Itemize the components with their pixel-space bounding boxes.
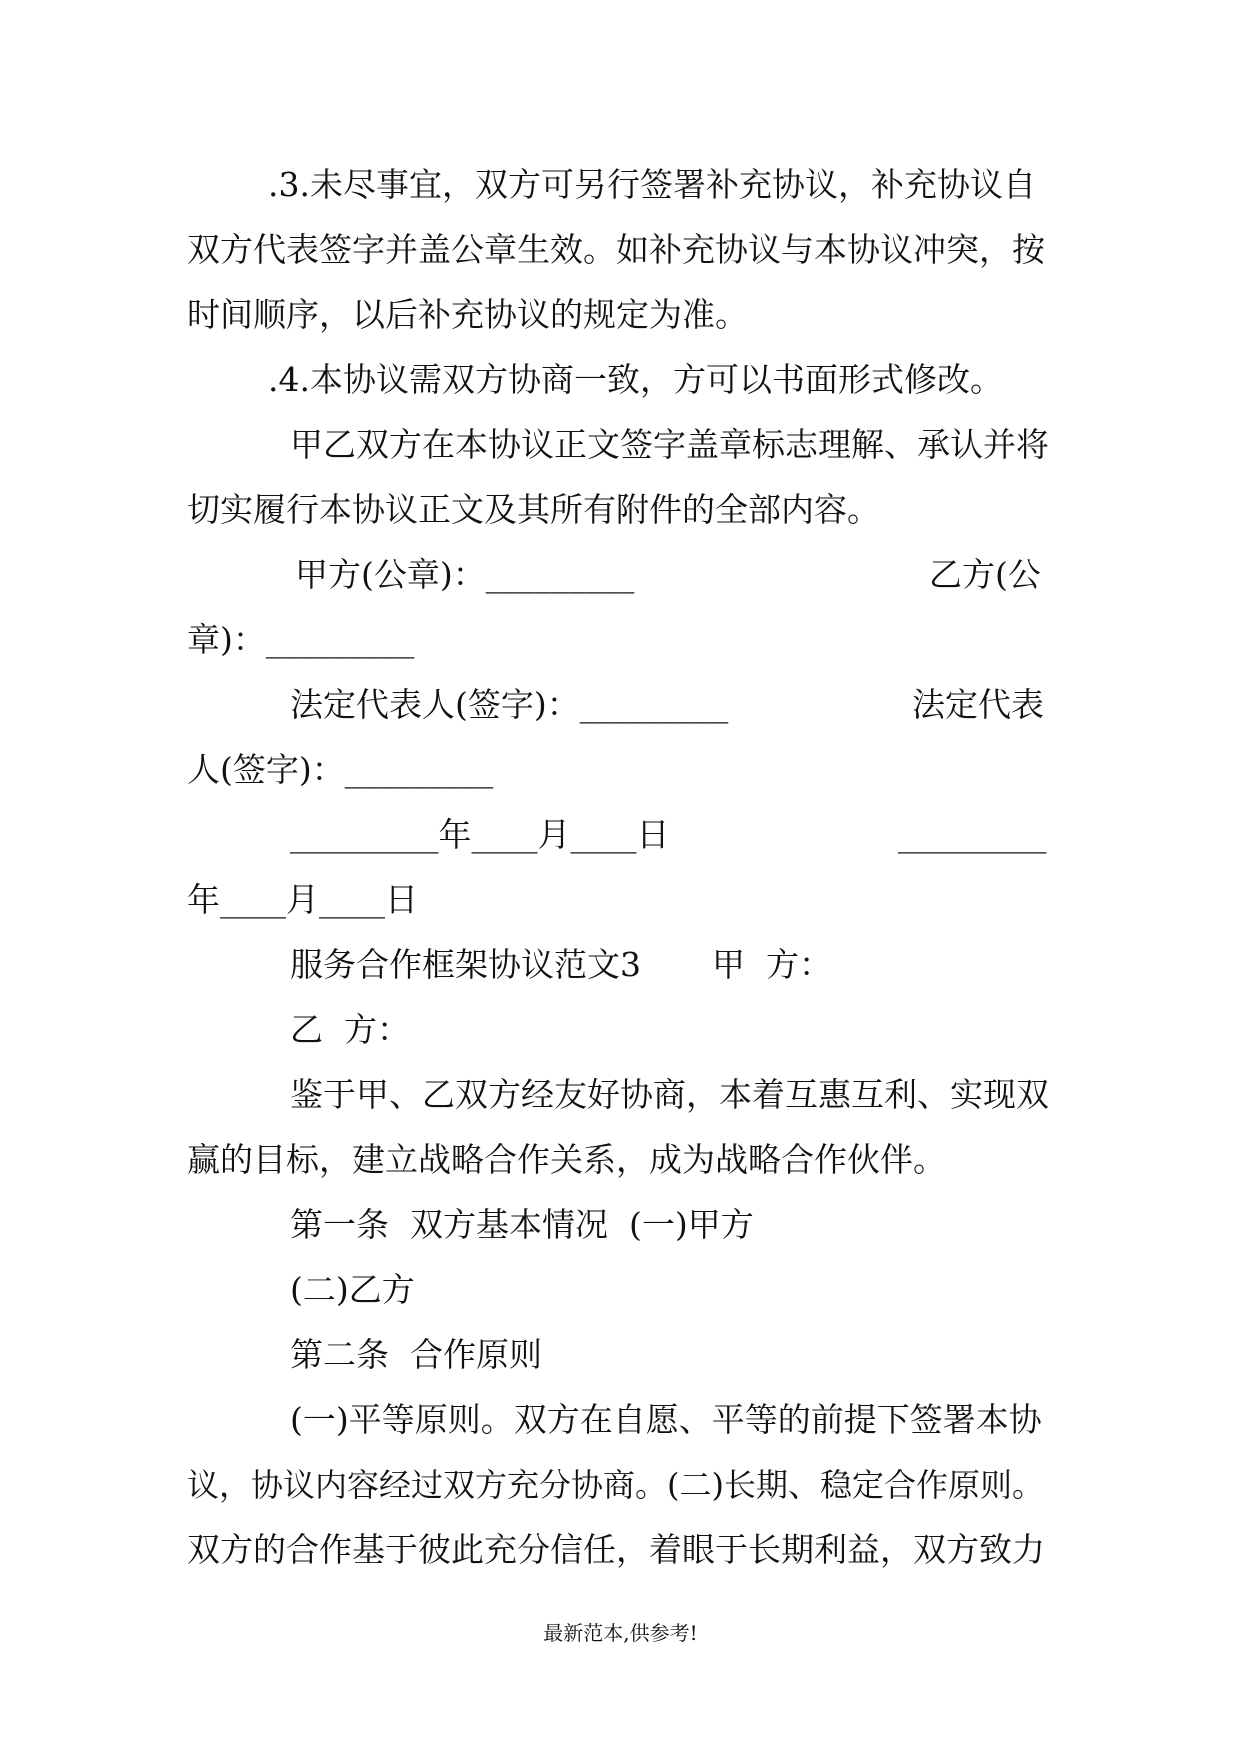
party-b-seal-line: 乙方(公: [929, 555, 1041, 594]
party-b-date-line: _________: [898, 815, 1047, 854]
section-title: 服务合作框架协议范文3: [290, 945, 641, 984]
party-a-rep-line: 法定代表人(签字)：_________: [290, 685, 729, 724]
party-a-seal-line: 甲方(公章)：_________: [295, 555, 635, 594]
party-b-rep-line-cont: 人(签字)：_________: [187, 750, 494, 789]
article-subheading: (二)乙方: [290, 1270, 415, 1309]
party-b-seal-line-cont: 章)：_________: [187, 620, 415, 659]
article-heading: 第一条 双方基本情况 (一)甲方: [290, 1205, 754, 1244]
party-b-date-line-cont: 年____月____日: [187, 880, 418, 919]
party-b-rep-line: 法定代表: [912, 685, 1044, 724]
body-line: 鉴于甲、乙双方经友好协商，本着互惠互利、实现双: [290, 1075, 1049, 1114]
article-heading: 第二条 合作原则: [290, 1335, 542, 1374]
body-line: (一)平等原则。双方在自愿、平等的前提下签署本协: [290, 1400, 1042, 1439]
body-line: .3.未尽事宜，双方可另行签署补充协议，补充协议自: [268, 165, 1036, 204]
party-b-label: 乙 方：: [290, 1010, 410, 1049]
body-line: 切实履行本协议正文及其所有附件的全部内容。: [187, 490, 880, 529]
page-footer: 最新范本,供参考!: [543, 1621, 698, 1645]
body-line: 赢的目标，建立战略合作关系，成为战略合作伙伴。: [187, 1140, 946, 1179]
body-line: 双方代表签字并盖公章生效。如补充协议与本协议冲突，按: [187, 230, 1045, 269]
party-a-date-line: _________年____月____日: [290, 815, 670, 854]
party-a-label: 甲 方：: [712, 945, 832, 984]
body-line: 甲乙双方在本协议正文签字盖章标志理解、承认并将: [290, 425, 1049, 464]
body-line: 议，协议内容经过双方充分协商。(二)长期、稳定合作原则。: [187, 1466, 1044, 1504]
body-line: .4.本协议需双方协商一致，方可以书面形式修改。: [268, 360, 1003, 399]
body-line: 双方的合作基于彼此充分信任，着眼于长期利益，双方致力: [187, 1530, 1045, 1569]
body-line: 时间顺序，以后补充协议的规定为准。: [187, 295, 748, 334]
